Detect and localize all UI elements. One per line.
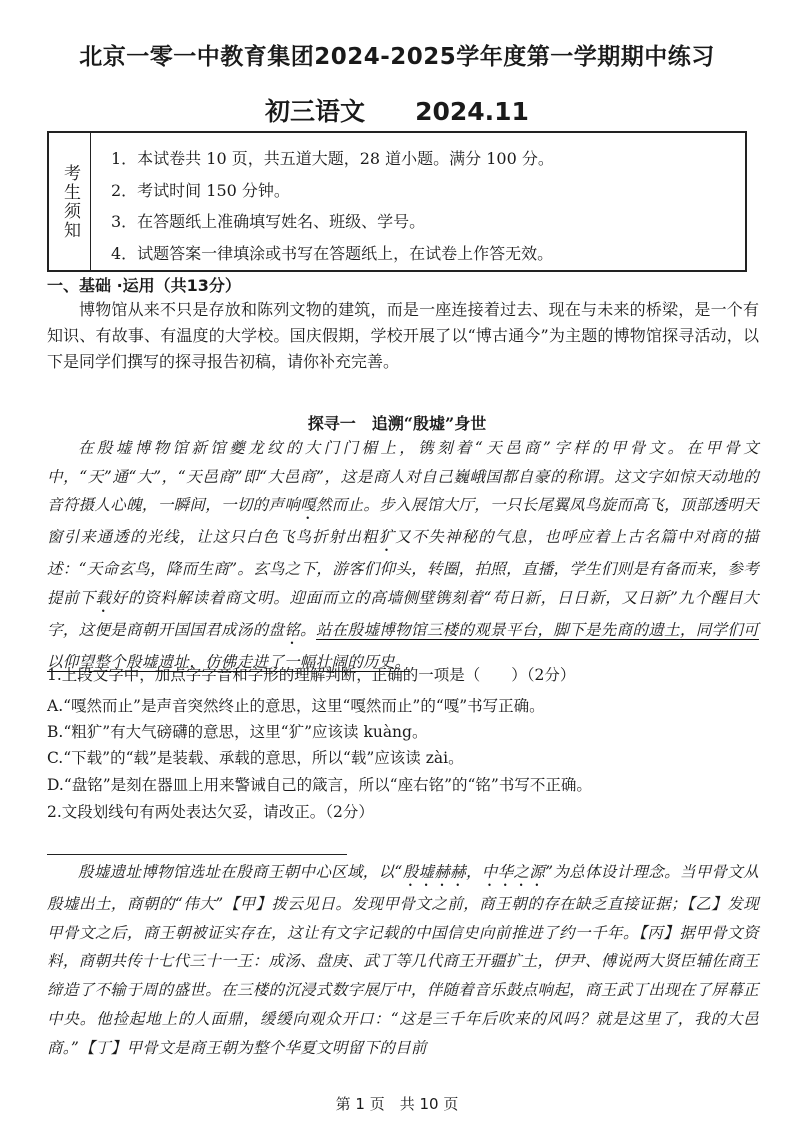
- exam-date: 2024.11: [415, 97, 529, 126]
- dotted-char: 铭: [284, 620, 301, 639]
- candidate-notice-box: [47, 131, 747, 272]
- sub-heading: 探寻一 追溯“殷墟”身世: [307, 414, 487, 433]
- reading-passage-2: 殷墟遗址博物馆选址在殷商王朝中心区域，以“殷墟赫赫，中华之源”为总体设计理念。当甲骨文从殷墟出土，商朝的“伟大”【甲】拨云见日。发现甲骨文之前，商王朝的存在缺乏直接证据；【乙】发现甲骨文之后，商王朝被证实存在，这让有文字记载的中国信史向前推进了约一千年。【丙】据甲骨文资料，商朝共传十七代三十一王：成汤、盘庚、武丁等几代商王开疆扩土，伊尹、傅说两大贤臣辅佐商王缔造了不输于周的盛世。在三楼的沉浸式数字展厅中，伴随着音乐鼓点响起，商王武丁出现在了屏幕正中央。他捡起地上的人面鼎，缓缓向观众开口：“这是三千年后吹来的风吗？就是这里了，我的大邑商。”【丁】甲骨文是商王朝为整个华夏文明留下的目前: [47, 863, 760, 1057]
- notice-item: 3．在答题纸上准确填写姓名、班级、学号。: [111, 212, 426, 231]
- question-2-stem: 2.文段划线句有两处表达欠妥，请改正。（2分）: [47, 803, 374, 821]
- question-1-option-d: D.“盘铭”是刻在器皿上用来警诫自己的箴言，所以“座右铭”的“铭”书写不正确。: [47, 776, 592, 794]
- notice-item: 4．试题答案一律填涂或书写在答题纸上，在试卷上作答无效。: [111, 243, 554, 263]
- notice-list: [111, 143, 741, 269]
- subject-label: 初三语文: [265, 97, 366, 126]
- question-1-option-a: A.“嘎然而止”是声音突然终止的意思，这里“嘎然而止”的“嘎”书写正确。: [47, 697, 545, 715]
- dotted-phrase: 殷墟赫赫，中华之源: [402, 863, 546, 881]
- question-1-option-c: C.“下载”的“载”是装载、承载的意思，所以“载”应该读 zài。: [47, 749, 464, 767]
- notice-item: 1．本试卷共 10 页，共五道大题，28 道小题。满分 100 分。: [111, 149, 554, 168]
- divider-line: [47, 854, 347, 855]
- question-1-stem: 1.上段文字中，加点字字音和字形的理解判断，正确的一项是（ ）（2分）: [47, 666, 576, 684]
- dotted-char: 嘎: [300, 496, 316, 515]
- exam-title: 北京一零一中教育集团2024-2025学年度第一学期期中练习: [79, 44, 715, 70]
- question-1-option-b: B.“粗犷”有大气磅礴的意思，这里“犷”应该读 kuàng。: [47, 723, 428, 741]
- page-footer: 第 1 页 共 10 页: [335, 1095, 459, 1113]
- dotted-char: 犷: [378, 528, 396, 547]
- intro-paragraph: 博物馆从来不只是存放和陈列文物的建筑，而是一座连接着过去、现在与未来的桥梁，是一个有知识、有故事、有温度的大学校。国庆假期，学校开展了以“博古通今”为主题的博物馆探寻活动，以下是同学们撰写的探寻报告初稿，请你补充完善。: [47, 300, 759, 371]
- exam-subtitle: [0, 92, 794, 128]
- notice-label: 考生须知: [49, 133, 91, 270]
- reading-passage-1: 在殷墟博物馆新馆夔龙纹的大门门楣上，镌刻着“天邑商”字样的甲骨文。在甲骨文中，“天”通“大”，“天邑商”即“大邑商”，这是商人对自己巍峨国都自豪的称谓。这文字如惊天动地的音符摄人心魄，一瞬间，一切的声响嘎然而止。步入展馆大厅，一只长尾翼凤鸟旋而高飞，顶部透明天窗引来通透的光线，让这只白色飞鸟折射出粗犷又不失神秘的气息，也呼应着上古名篇中对商的描述：“天命玄鸟，降而生商”。玄鸟之下，游客们仰头，转圈，拍照，直播，学生们则是有备而来，参考提前下载好的资料解读着商文明。迎面而立的高墙侧壁镌刻着“苟日新，日日新，又日新”九个醒目大字，这便是商朝开国国君成汤的盘铭。站在殷墟博物馆三楼的观景平台，脚下是先商的遗土，同学们可以仰望整个殷墟遗址，仿佛走进了一幅壮阔的历史。: [47, 439, 759, 671]
- underlined-sentence: 站在殷墟博物馆三楼的观景平台，脚下是先商的遗土，同学们可以仰望整个殷墟遗址，仿佛走进了一幅壮阔的历史。: [47, 620, 759, 671]
- section-heading: 一、基础 ·运用（共13分）: [47, 276, 241, 295]
- dotted-char: 载: [95, 588, 112, 607]
- notice-item: 2．考试时间 150 分钟。: [111, 180, 290, 200]
